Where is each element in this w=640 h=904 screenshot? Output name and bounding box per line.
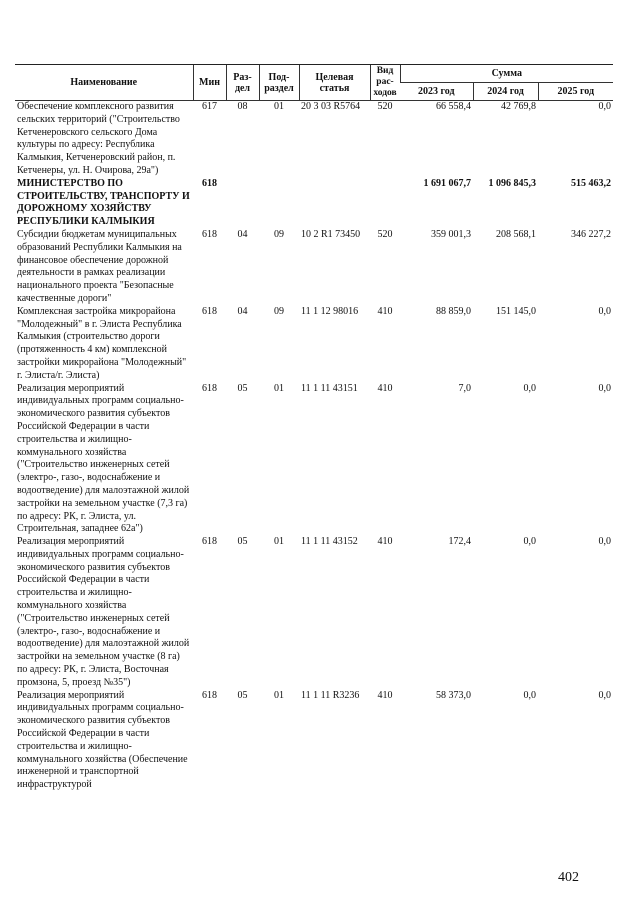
- table-row: [15, 229, 613, 306]
- cell-subsection: 01: [274, 382, 284, 394]
- cell-name: Комплексная застройка микрорайона "Молодежный" в г. Элиста Республика Калмыкия (строительство дороги (протяженность 4 км) комплексной застройки микрорайона "Молодежный" г. Элиста/г. Элиста): [17, 305, 187, 381]
- header-article: Целевая статья: [299, 65, 370, 101]
- cell-2024: 42 769,8: [501, 101, 536, 112]
- cell-2023: 58 373,0: [436, 689, 471, 701]
- cell-section: 05: [237, 689, 248, 701]
- cell-2024: 0,0: [523, 689, 536, 701]
- cell-2023: 1 691 067,7: [423, 177, 471, 189]
- cell-2025: 0,0: [598, 536, 612, 548]
- cell-2024: 1 096 845,3: [488, 177, 536, 189]
- cell-name: МИНИСТЕРСТВО ПО СТРОИТЕЛЬСТВУ, ТРАНСПОРТУ И ДОРОЖНОМУ ХОЗЯЙСТВУ РЕСПУБЛИКИ КАЛМЫКИЯ: [17, 177, 190, 228]
- cell-expense-type: 410: [377, 536, 393, 548]
- header-expense-type: Вид рас- ходов: [370, 65, 400, 101]
- table-body: [15, 101, 613, 793]
- table-row: [15, 178, 613, 229]
- cell-ministry: 618: [202, 382, 217, 394]
- cell-article: 10 2 R1 73450: [301, 228, 361, 240]
- cell-subsection: 01: [274, 536, 284, 548]
- cell-expense-type: 410: [377, 305, 393, 317]
- cell-name: Реализация мероприятий индивидуальных программ социально-экономического развития субъектов Российской Федерации в части строительства и жилищно-коммунального хозяйства ("Строительство инженерных сетей (электро-, газо-, водоснабжение и водоотведение) для малоэтажной жилой застройки на земельном участке (7,3 га) по адресу: РК, г. Элиста, ул. Строительная, западнее 62а"): [17, 382, 190, 535]
- cell-2023: 172,4: [448, 536, 471, 548]
- cell-section: [226, 178, 259, 229]
- page-number: 402: [558, 870, 579, 885]
- header-year-2024: 2024 год: [473, 83, 538, 101]
- cell-2024: 151 145,0: [496, 305, 536, 317]
- cell-section: 04: [237, 305, 248, 317]
- cell-expense-type: 410: [377, 382, 393, 394]
- cell-subsection: [259, 178, 299, 229]
- cell-section: 05: [237, 382, 248, 394]
- cell-2024: 0,0: [523, 536, 536, 548]
- cell-2024: 208 568,1: [496, 228, 536, 240]
- cell-subsection: 09: [274, 228, 284, 240]
- cell-name: Обеспечение комплексного развития сельских территорий ("Строительство Кетченеровского сельского Дома культуры по адресу: Республика Калмыкия, Кетченеровский район, п. Кетченеры, ул. Н. Очирова, 29а"): [17, 101, 180, 176]
- header-name: Наименование: [15, 65, 193, 101]
- cell-2024: 0,0: [523, 382, 536, 394]
- cell-section: 04: [237, 228, 248, 240]
- cell-2025: 0,0: [598, 689, 612, 701]
- header-sum: Сумма: [400, 65, 613, 83]
- cell-2023: 88 859,0: [436, 305, 471, 317]
- cell-name: Субсидии бюджетам муниципальных образований Республики Калмыкия на финансовое обеспечение дорожной деятельности в рамках реализации национального проекта "Безопасные качественные дороги": [17, 228, 182, 304]
- cell-article: 11 1 11 R3236: [301, 689, 360, 701]
- cell-expense-type: 520: [377, 228, 393, 240]
- cell-article: 11 1 11 43152: [301, 536, 358, 548]
- cell-expense-type: [370, 178, 400, 229]
- header-subsection: Под- раздел: [259, 65, 299, 101]
- cell-subsection: 09: [274, 305, 284, 317]
- cell-2023: 66 558,4: [436, 101, 471, 112]
- cell-subsection: 01: [274, 101, 284, 112]
- cell-2025: 515 463,2: [571, 177, 612, 189]
- cell-article: 11 1 11 43151: [301, 382, 358, 394]
- cell-ministry: 618: [202, 228, 217, 240]
- cell-expense-type: 410: [377, 689, 393, 701]
- cell-2025: 0,0: [598, 382, 612, 394]
- table-header: [15, 65, 613, 101]
- cell-2025: 0,0: [598, 101, 612, 112]
- cell-name: Реализация мероприятий индивидуальных программ социально-экономического развития субъектов Российской Федерации в части строительства и жилищно-коммунального хозяйства (Обеспечение инженерной и транспортной инфраструктурой: [17, 689, 188, 791]
- cell-name: Реализация мероприятий индивидуальных программ социально-экономического развития субъектов Российской Федерации в части строительства и жилищно-коммунального хозяйства ("Строительство инженерных сетей (электро-, газо-, водоснабжение и водоотведение) для малоэтажной жилой застройки на земельном участке (8 га) по адресу: РК, г. Элиста, Восточная промзона, 5, проезд №35"): [17, 536, 190, 688]
- cell-article: 11 1 12 98016: [301, 305, 359, 317]
- budget-table: [15, 64, 613, 792]
- header-section: Раз- дел: [226, 65, 259, 101]
- cell-section: 08: [237, 101, 248, 112]
- table-row: [15, 306, 613, 383]
- cell-2023: 7,0: [458, 382, 471, 394]
- cell-ministry: 618: [202, 536, 217, 548]
- table-row: [15, 536, 613, 690]
- table-row: [15, 101, 613, 178]
- cell-ministry: 618: [202, 177, 217, 189]
- table-row: [15, 383, 613, 537]
- table-row: [15, 690, 613, 792]
- cell-article: 20 3 03 R5764: [301, 101, 361, 112]
- cell-expense-type: 520: [377, 101, 393, 112]
- cell-2025: 0,0: [598, 305, 612, 317]
- cell-ministry: 618: [202, 305, 217, 317]
- cell-2023: 359 001,3: [431, 228, 471, 240]
- cell-subsection: 01: [274, 689, 284, 701]
- cell-ministry: 617: [202, 101, 217, 112]
- header-year-2025: 2025 год: [538, 83, 613, 101]
- cell-section: 05: [237, 536, 248, 548]
- cell-ministry: 618: [202, 689, 217, 701]
- cell-2025: 346 227,2: [571, 228, 612, 240]
- header-ministry: Мин: [193, 65, 226, 101]
- cell-article: [299, 178, 370, 229]
- header-year-2023: 2023 год: [400, 83, 473, 101]
